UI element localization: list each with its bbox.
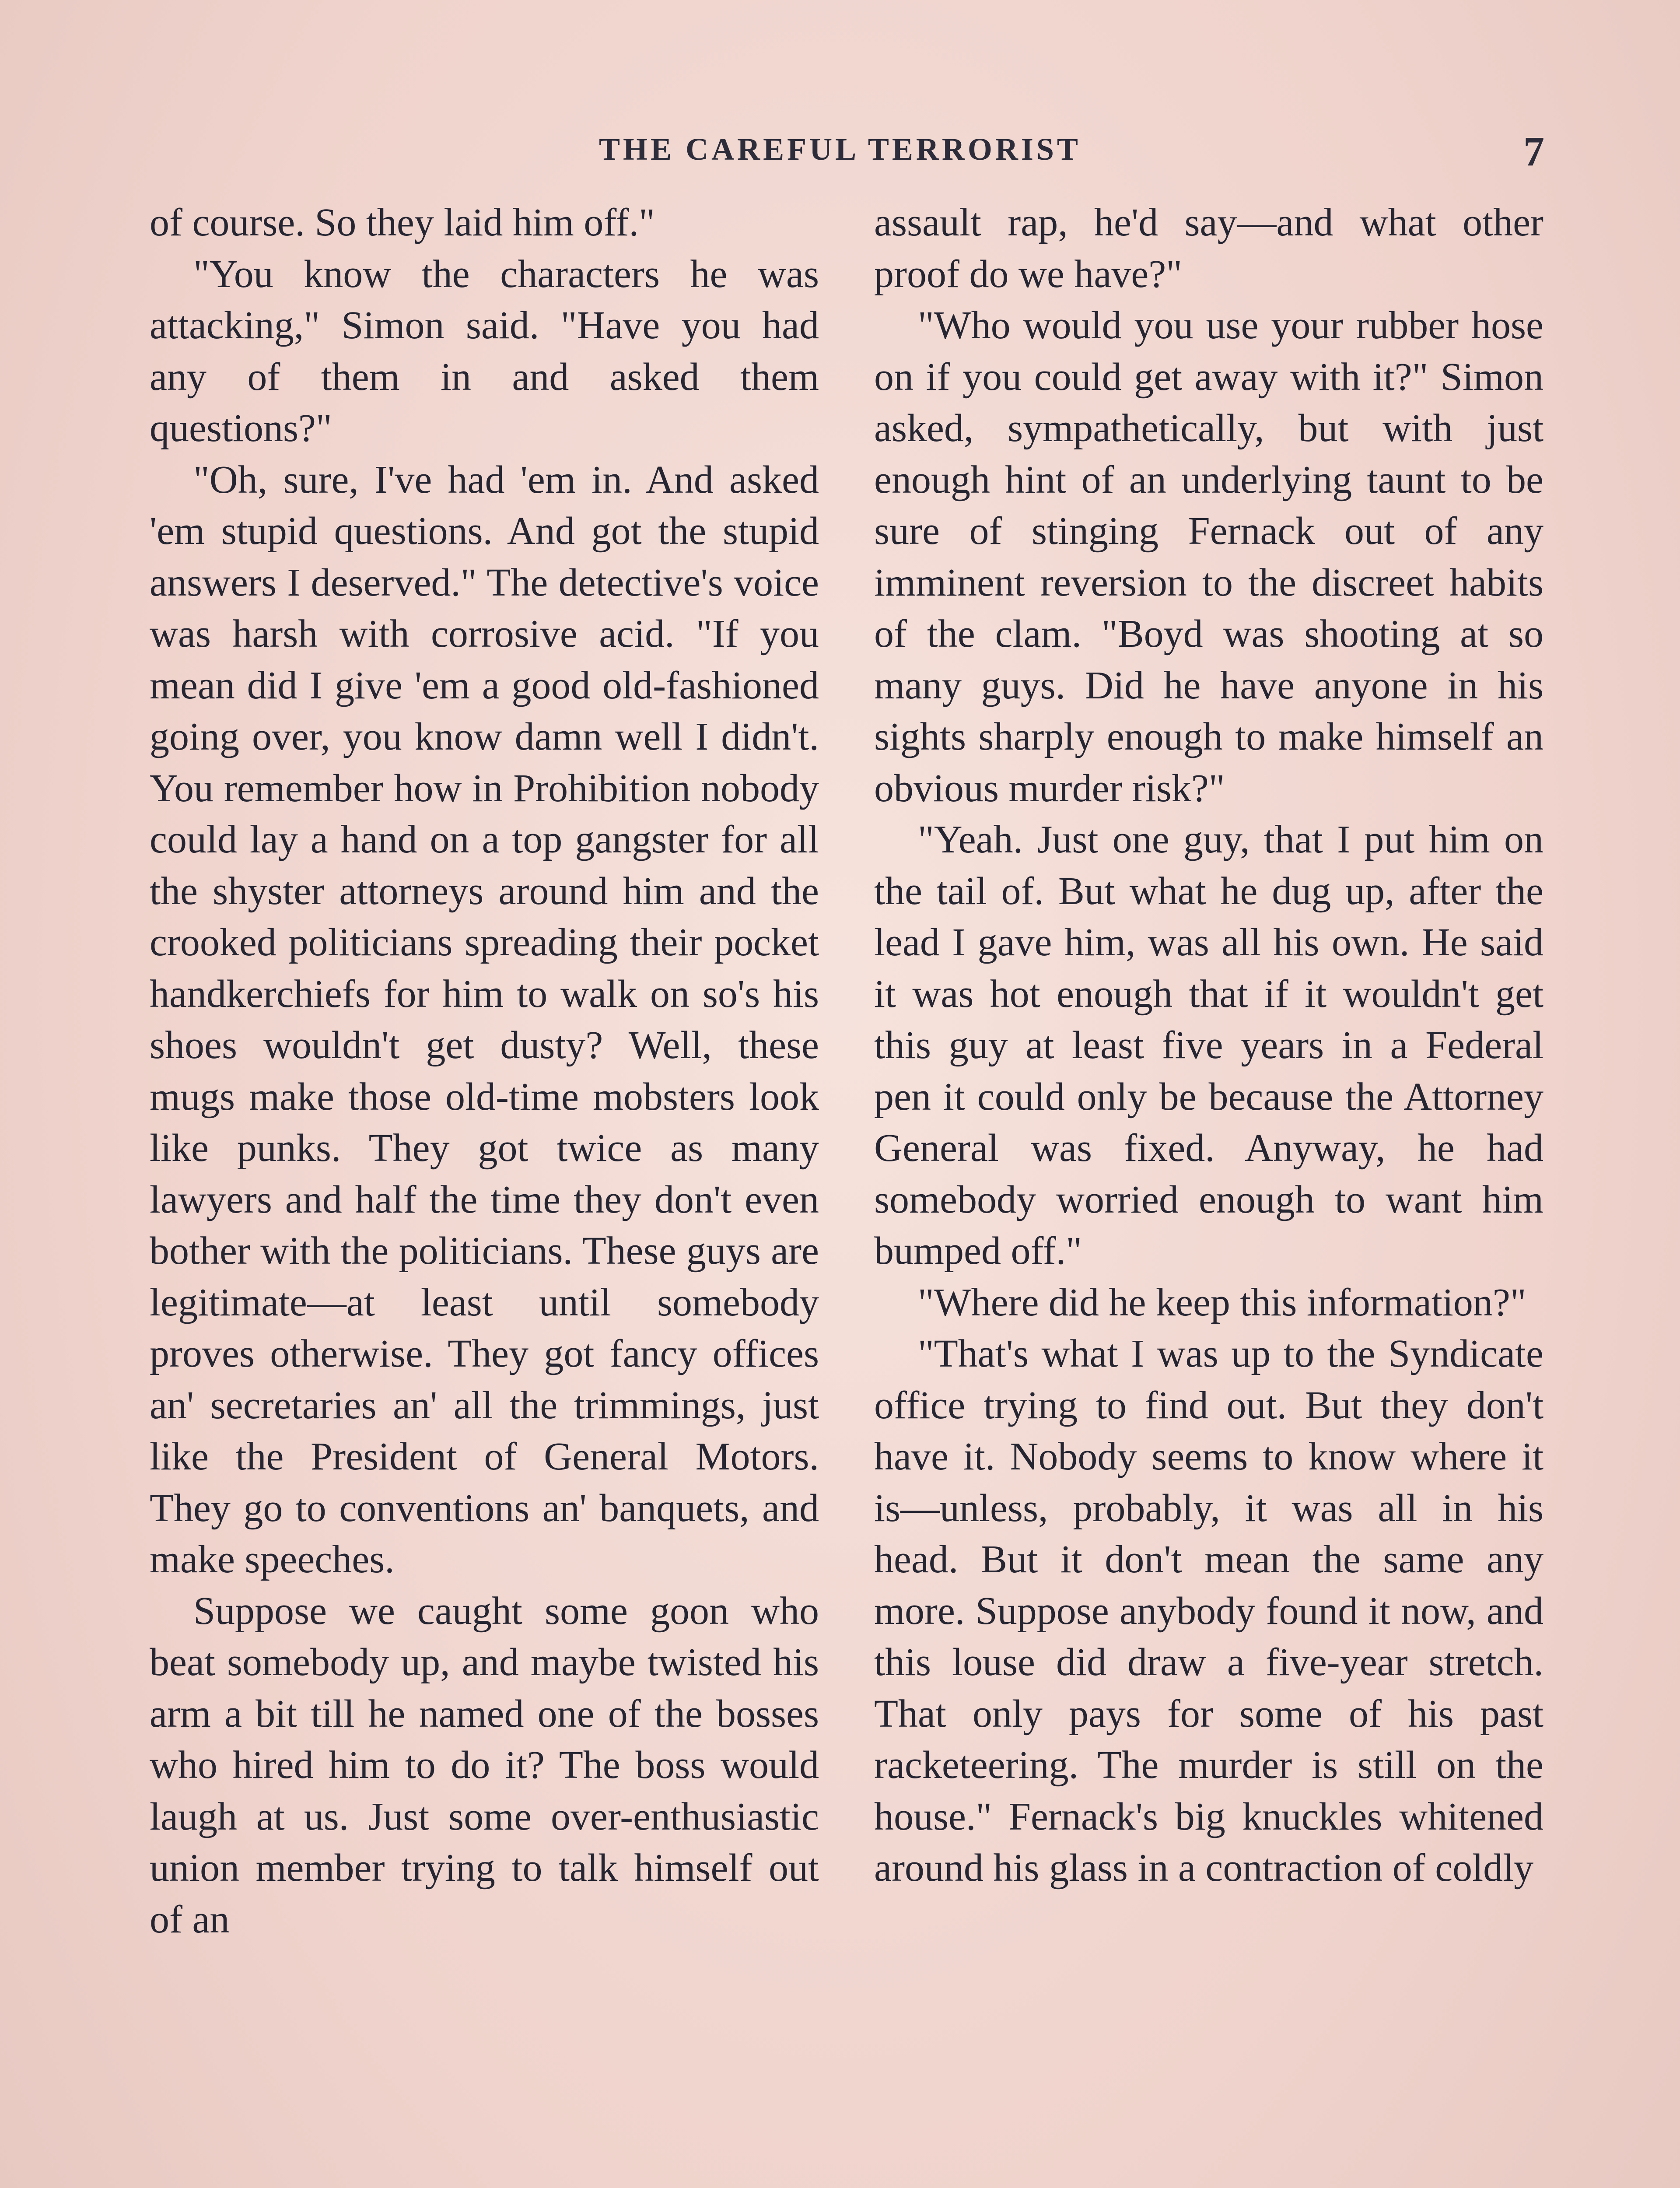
paragraph: "Oh, sure, I've had 'em in. And asked 'em stupid questions. And got the stupid answers I deserved." The detective's voice was harsh with corrosive acid. "If you mean did I give 'em a good old-fashioned going over, you know damn well I didn't. You remember how in Prohibition nobody could lay a hand on a top gangster for all the shyster attorneys around him and the crooked politicians spreading their pocket handkerchiefs for him to walk on so's his shoes wouldn't get dusty? Well, these mugs make those old-time mobsters look like punks. They got twice as many lawyers and half the time they don't even bother with the politicians. These guys are legitimate—at least until somebody proves otherwise. They got fancy offices an' secretaries an' all the trimmings, just like the President of General Motors. They go to conventions an' banquets, and make speeches. [150, 458, 819, 1581]
running-title: THE CAREFUL TERRORIST [599, 132, 1081, 167]
page-number: 7 [1523, 128, 1544, 175]
paragraph: "You know the characters he was attacking," Simon said. "Have you had any of them in and asked them questions?" [150, 252, 819, 450]
paragraph: assault rap, he'd say—and what other proof do we have?" [874, 201, 1544, 296]
right-column [874, 197, 1544, 2188]
paragraph: "That's what I was up to the Syndicate office trying to find out. But they don't have it. Nobody seems to know where it is—unless, probably, it was all in his head. But it don't mean the same any more. Suppose anybody found it now, and this louse did draw a five-year stretch. That only pays for some of his past racketeering. The murder is still on the house." Fernack's big knuckles whitened around his glass in a contraction of coldly [874, 1332, 1544, 1890]
paragraph: of course. So they laid him off." [150, 201, 655, 244]
paragraph: "Yeah. Just one guy, that I put him on the tail of. But what he dug up, after the lead I gave him, was all his own. He said it was hot enough that if it wouldn't get this guy at least five years in a Federal pen it could only be because the Attorney General was fixed. Anyway, he had somebody worried enough to want him bumped off." [874, 818, 1544, 1273]
page-header [0, 128, 1680, 179]
paragraph: "Who would you use your rubber hose on if you could get away with it?" Simon asked, sympathetically, but with just enough hint of an underlying taunt to be sure of stinging Fernack out of any imminent reversion to the discreet habits of the clam. "Boyd was shooting at so many guys. Did he have anyone in his sights sharply enough to make himself an obvious murder risk?" [874, 304, 1544, 810]
paragraph: "Where did he keep this information?" [918, 1280, 1526, 1324]
paragraph: Suppose we caught some goon who beat somebody up, and maybe twisted his arm a bit till he named one of the bosses who hired him to do it? The boss would laugh at us. Just some over-enthusiastic union member trying to talk himself out of an [150, 1589, 819, 1941]
left-column [150, 197, 819, 2188]
